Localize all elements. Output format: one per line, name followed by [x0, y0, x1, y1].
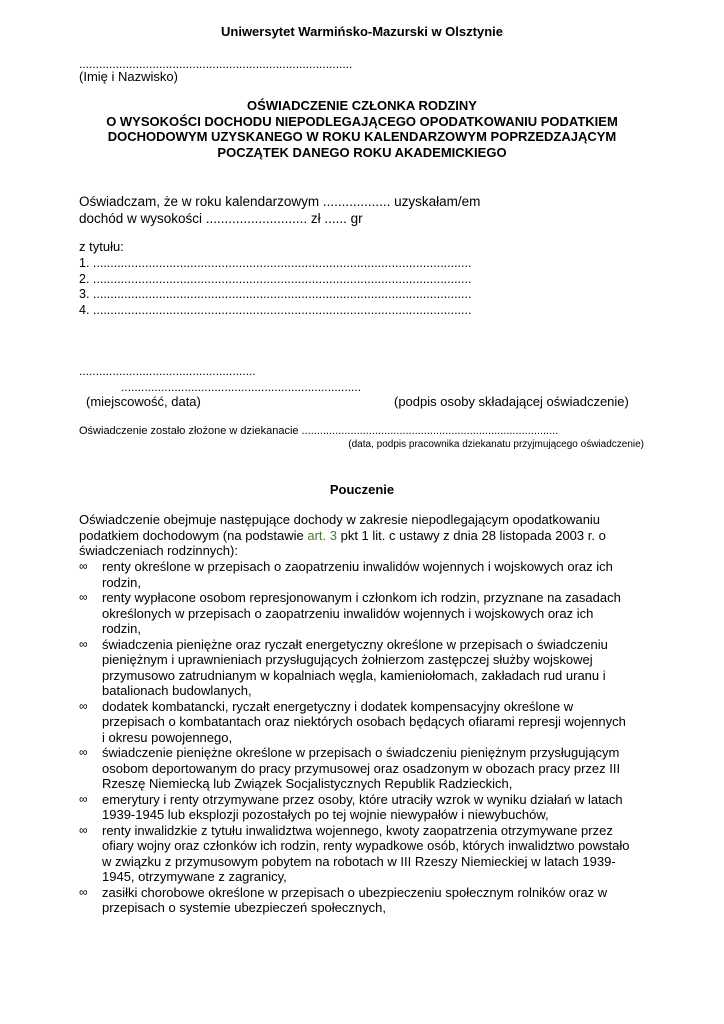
- intro-line: świadczeniach rodzinnych):: [79, 543, 238, 558]
- list-item-line: zasiłki chorobowe określone w przepisach o ubezpieczeniu społecznym rolników oraz w: [102, 884, 608, 900]
- list-item-line: przepisach o kombatantach oraz niektórych osobach będących ofiarami represji wojennych: [102, 714, 626, 729]
- intro-line: Oświadczenie obejmuje następujące dochody w zakresie niepodlegającym opodatkowaniu: [79, 512, 601, 527]
- list-item: [79, 559, 649, 590]
- list-item: [79, 885, 649, 916]
- article-link[interactable]: art. 3: [307, 527, 337, 543]
- list-item-line: przymusowo zatrudnianym w kopalniach węgla, kamieniołomach, zakładach rud uranu i: [102, 667, 606, 683]
- title-of-label: z tytułu:: [79, 239, 124, 254]
- list-item-line: emerytury i renty otrzymywane przez osoby, które utraciły wzrok w wyniku działań w latach: [102, 791, 623, 807]
- list-item-line: batalionach budowlanych,: [102, 683, 252, 698]
- instruction-heading: Pouczenie: [329, 482, 395, 497]
- title-line: OŚWIADCZENIE CZŁONKA RODZINY: [247, 98, 477, 113]
- document-title: [60, 98, 664, 160]
- list-item-line: renty wypłacone osobom represjonowanym i członkom ich rodzin, przyznane na zasadach: [102, 590, 621, 605]
- list-item-line: osobom deportowanym do pracy przymusowej oraz osadzonym w obozach pracy przez III: [102, 760, 621, 776]
- numbered-item: 3. .............................................................................................................: [79, 287, 472, 301]
- list-item-line: pieniężnym i uprawnieniach przysługujących żołnierzom zastępczej służby wojskowej: [102, 652, 593, 667]
- signature-dots: ........................................................................: [121, 380, 362, 394]
- list-item-line: Rzeszę Niemiecką lub Związek Socjalistycznych Republik Radzieckich,: [102, 776, 513, 791]
- list-item-line: świadczenia pieniężne oraz ryczałt energetyczny określone w przepisach o świadczeniu: [102, 636, 608, 652]
- intro-text: pkt 1 lit. c ustawy z dnia 28 listopada 2003 r. o: [336, 527, 606, 543]
- declaration-line: Oświadczam, że w roku kalendarzowym .................. uzyskałam/em: [79, 194, 481, 209]
- list-item: [79, 590, 649, 637]
- intro-line: [79, 528, 649, 544]
- infinity-bullet-icon: ∞: [79, 791, 88, 806]
- list-item-line: przepisach o systemie ubezpieczeń społecznych,: [102, 900, 386, 915]
- title-line: O WYSOKOŚCI DOCHODU NIEPODLEGAJĄCEGO OPODATKOWANIU PODATKIEM: [106, 113, 618, 129]
- list-item-line: w związku z przymusowym pobytem na robotach w III Rzeszy Niemieckiej w latach 1939-: [102, 853, 616, 869]
- name-dots: ..................................................................................: [79, 57, 353, 71]
- list-item-line: dodatek kombatancki, ryczałt energetyczny i dodatek kompensacyjny określone w: [102, 698, 574, 714]
- list-item-line: renty określone w przepisach o zaopatrzeniu inwalidów wojennych i wojskowych oraz ich: [102, 559, 613, 574]
- list-item: [79, 823, 649, 885]
- name-label: (Imię i Nazwisko): [79, 69, 178, 84]
- title-line: DOCHODOWYM UZYSKANEGO W ROKU KALENDARZOWYM POPRZEDZAJĄCYM: [107, 129, 617, 144]
- list-item-line: i okresu powojennego,: [102, 729, 233, 745]
- list-item-line: 1939-1945 lub eksplozji pozostałych po tej wojnie niewypałów i niewybuchów,: [102, 807, 549, 822]
- infinity-bullet-icon: ∞: [79, 698, 88, 713]
- instruction-intro: [79, 512, 649, 559]
- place-dots: .....................................................: [79, 364, 256, 378]
- list-item-line: świadczenie pieniężne określone w przepisach o świadczeniu pieniężnym przysługującym: [102, 745, 620, 760]
- list-item: [79, 745, 649, 792]
- infinity-bullet-icon: ∞: [79, 590, 88, 604]
- dean-office-statement: Oświadczenie zostało złożone w dziekanacie ....................................................................................: [79, 425, 559, 437]
- list-item-line: rodzin,: [102, 574, 142, 590]
- list-item-line: ofiary wojny oraz członków ich rodzin, renty wypadkowe osób, których inwalidztwo powstało: [102, 838, 630, 853]
- title-line: POCZĄTEK DANEGO ROKU AKADEMICKIEGO: [217, 144, 507, 160]
- list-item-line: 1945, otrzymywane z zagranicy,: [102, 869, 287, 884]
- infinity-bullet-icon: ∞: [79, 884, 88, 899]
- infinity-bullet-icon: ∞: [79, 636, 88, 651]
- infinity-bullet-icon: ∞: [79, 745, 88, 759]
- intro-text: podatkiem dochodowym (na podstawie: [79, 527, 308, 543]
- numbered-item: 2. .............................................................................................................: [79, 271, 472, 286]
- numbered-item: 4. .............................................................................................................: [79, 302, 472, 317]
- list-item-line: renty inwalidzkie z tytułu inwalidztwa wojennego, kwoty zaopatrzenia otrzymywane przez: [102, 822, 613, 838]
- infinity-bullet-icon: ∞: [79, 822, 88, 837]
- university-header: Uniwersytet Warmińsko-Mazurski w Olsztynie: [221, 24, 503, 39]
- numbered-item: 1. .............................................................................................................: [79, 256, 472, 270]
- numbered-items: [79, 256, 471, 318]
- income-list: [79, 559, 649, 916]
- place-date-label: (miejscowość, data): [86, 394, 201, 409]
- signature-label: (podpis osoby składającej oświadczenie): [394, 394, 629, 409]
- list-item: [79, 792, 649, 823]
- declaration-line: dochód w wysokości ........................... zł ...... gr: [79, 211, 363, 226]
- list-item: [79, 699, 649, 746]
- declaration: [79, 193, 480, 227]
- dean-office-caption: (data, podpis pracownika dziekanatu przyjmującego oświadczenie): [348, 439, 644, 450]
- list-item-line: rodzin,: [102, 621, 142, 636]
- infinity-bullet-icon: ∞: [79, 559, 88, 573]
- list-item: [79, 637, 649, 699]
- list-item-line: określonych w przepisach o zaopatrzeniu inwalidów wojennych i wojskowych oraz ich: [102, 605, 594, 621]
